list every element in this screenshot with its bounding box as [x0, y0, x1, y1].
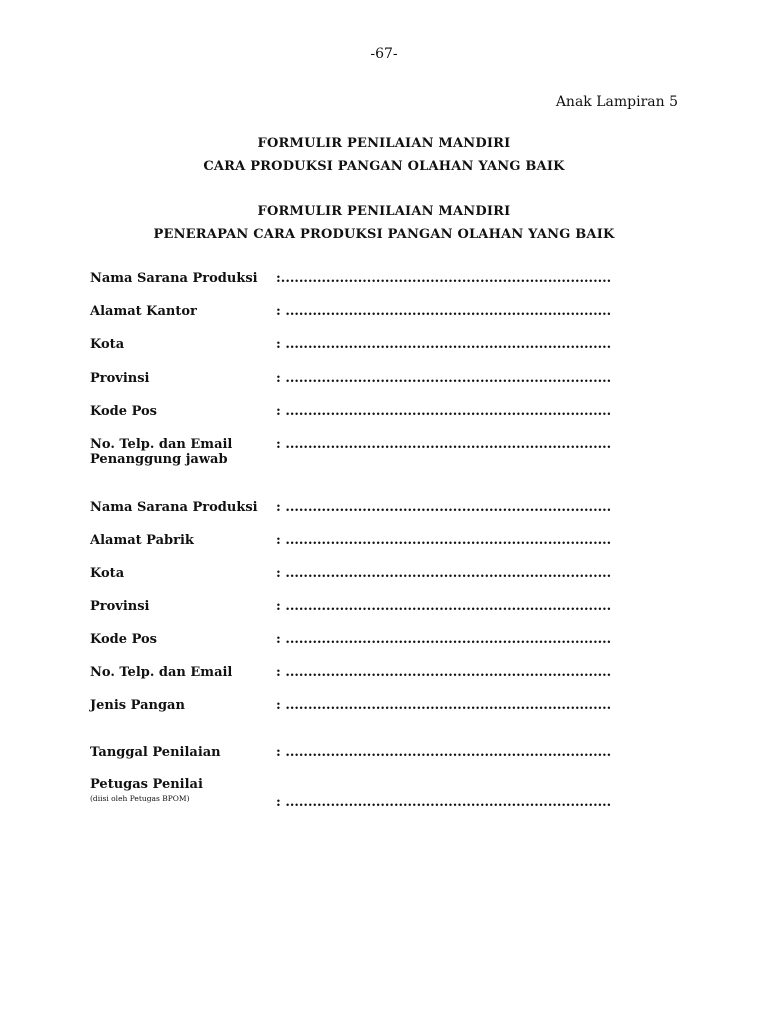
- field-blank: : ........................................................................: [276, 599, 612, 614]
- field-label: Kota: [90, 337, 125, 352]
- form-title: FORMULIR PENILAIAN MANDIRI: [257, 136, 511, 151]
- field-label: Provinsi: [90, 371, 150, 386]
- field-blank: : ........................................................................: [276, 745, 612, 760]
- field-label: Kode Pos: [90, 404, 157, 419]
- field-label-line-1: No. Telp. dan Email: [90, 437, 233, 452]
- field-blank: : ........................................................................: [276, 337, 612, 352]
- field-label: Jenis Pangan: [90, 698, 185, 713]
- annex-label: Anak Lampiran 5: [555, 94, 678, 110]
- field-blank: : ........................................................................: [276, 371, 612, 386]
- field-note: (diisi oleh Petugas BPOM): [90, 794, 190, 803]
- field-blank: : ........................................................................: [276, 795, 612, 810]
- form-subtitle: FORMULIR PENILAIAN MANDIRI: [257, 204, 511, 219]
- field-label: [90, 777, 276, 803]
- field-label: Nama Sarana Produksi: [90, 500, 258, 515]
- field-label: Alamat Pabrik: [90, 533, 194, 548]
- field-label: Kota: [90, 566, 125, 581]
- field-label-line-2: Penanggung jawab: [90, 452, 228, 467]
- field-label: Nama Sarana Produksi: [90, 271, 258, 286]
- form-subtitle-line-2: PENERAPAN CARA PRODUKSI PANGAN OLAHAN YANG BAIK: [153, 227, 615, 242]
- field-blank: : ........................................................................: [276, 632, 612, 647]
- form-title-line-2: CARA PRODUKSI PANGAN OLAHAN YANG BAIK: [203, 159, 565, 174]
- field-blank: : ........................................................................: [276, 566, 612, 581]
- field-label: Alamat Kantor: [90, 304, 197, 319]
- field-label-text: Petugas Penilai: [90, 777, 203, 792]
- page-number: -67-: [370, 46, 398, 62]
- field-blank: : ........................................................................: [276, 665, 612, 680]
- field-blank: : ........................................................................: [276, 437, 612, 452]
- field-blank: : ........................................................................: [276, 404, 612, 419]
- field-blank: : ........................................................................: [276, 500, 612, 515]
- field-blank: :.........................................................................: [276, 271, 612, 286]
- field-blank: : ........................................................................: [276, 533, 612, 548]
- field-blank: : ........................................................................: [276, 698, 612, 713]
- field-blank: : ........................................................................: [276, 304, 612, 319]
- field-label: [90, 437, 276, 467]
- field-label: Provinsi: [90, 599, 150, 614]
- field-label: No. Telp. dan Email: [90, 665, 233, 680]
- field-label: Kode Pos: [90, 632, 157, 647]
- field-label: Tanggal Penilaian: [90, 745, 221, 760]
